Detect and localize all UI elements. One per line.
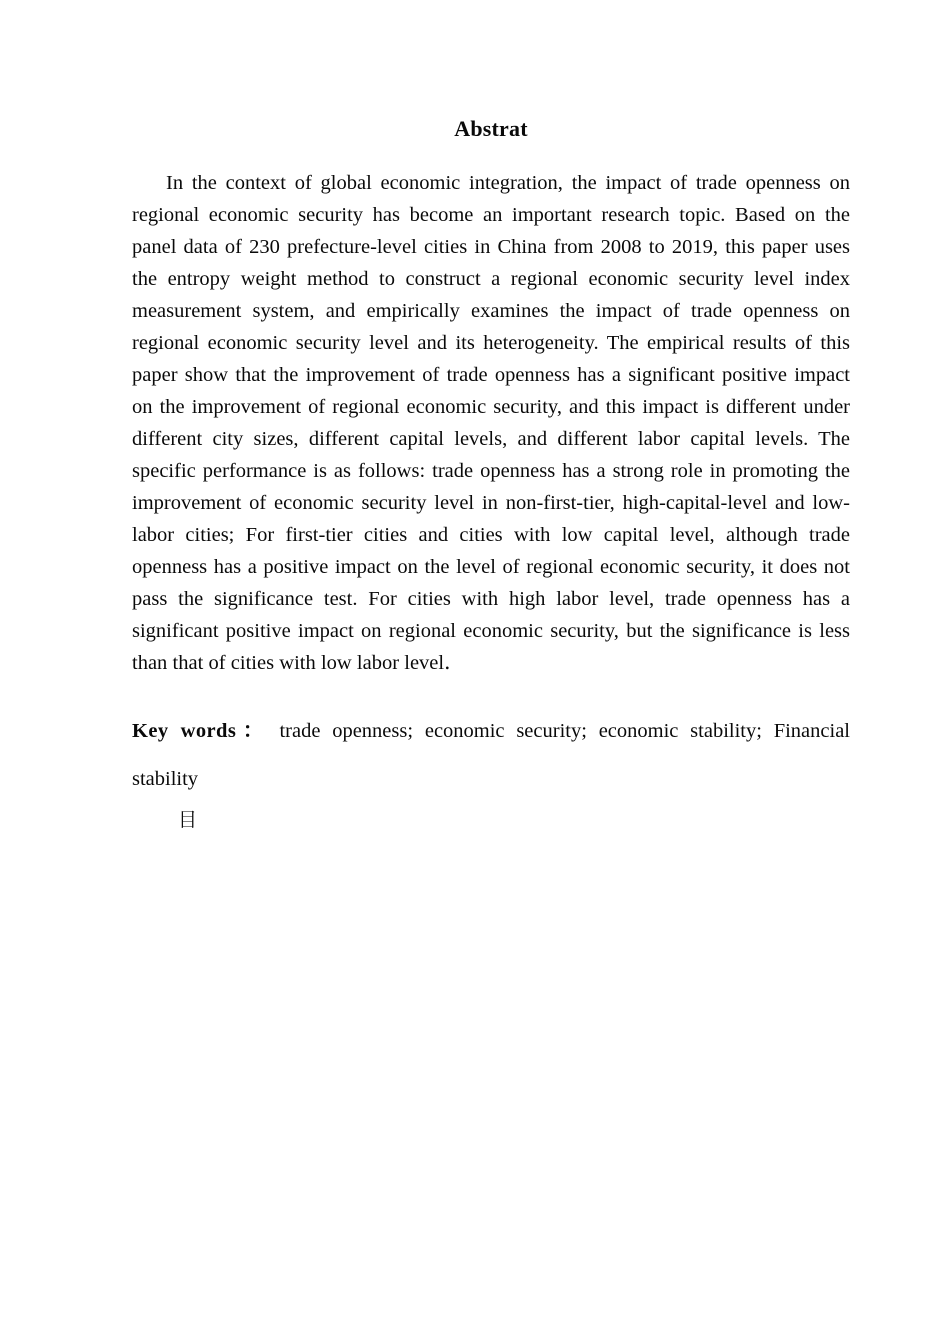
trailing-cjk-character: 目 [178, 809, 198, 831]
keywords-colon: ： [236, 720, 271, 742]
page-content [132, 0, 850, 835]
page-title: Abstrat [454, 116, 528, 141]
abstract-paragraph: In the context of global economic integration, the impact of trade openness on regional economic security has become an important research topic. Based on the panel data of 230 prefecture-level cities in China from 2008 to 2019, this paper uses the entropy weight method to construct a regional economic security level index measurement system, and empirically examines the impact of trade openness on regional economic security level and its heterogeneity. The empirical results of this paper show that the improvement of trade openness has a significant positive impact on the improvement of regional economic security, and this impact is different under different city sizes, different capital levels, and different labor capital levels. The specific performance is as follows: trade openness has a strong role in promoting the improvement of economic security level in non-first-tier, high-capital-level and low-labor cities; For first-tier cities and cities with low capital level, although trade openness has a positive impact on the level of regional economic security, it does not pass the significance test. For cities with high labor level, trade openness has a significant positive impact on regional economic security, but the significance is less than that of cities with low labor level． [132, 172, 850, 674]
keywords-value: trade openness; economic security; economic stability; Financial stability [132, 720, 850, 790]
keywords-paragraph [132, 679, 850, 803]
keywords-label: Key words [132, 720, 237, 742]
